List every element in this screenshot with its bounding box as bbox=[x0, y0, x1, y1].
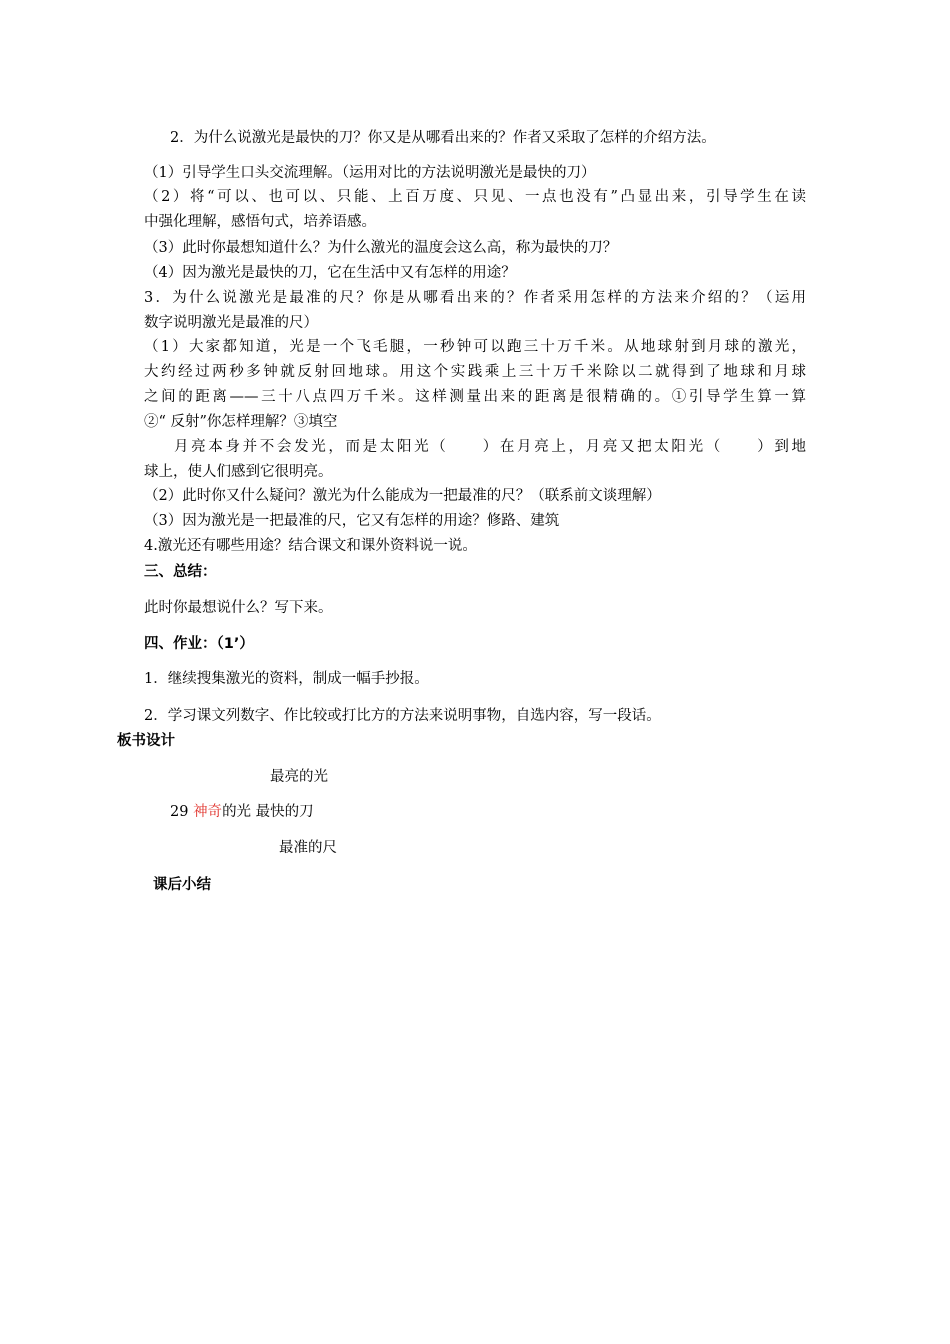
question-2-point-4: （4）因为激光是最快的刀，它在生活中又有怎样的用途？ bbox=[144, 265, 516, 281]
question-3-point-1-line3: 之间的距离——三十八点四万千米。这样测量出来的距离是很精确的。①引导学生算一算 bbox=[144, 389, 806, 405]
question-3-point-2: （2）此时你又什么疑问？激光为什么能成为一把最准的尺？（联系前文谈理解） bbox=[144, 488, 661, 504]
board-line-fastest-knife: 最快的刀 bbox=[255, 804, 314, 820]
question-4: 4.激光还有哪些用途？结合课文和课外资料说一说。 bbox=[144, 538, 477, 554]
question-3-point-1-line2: 大约经过两秒多钟就反射回地球。用这个实践乘上三十万千米除以二就得到了地球和月球 bbox=[144, 364, 806, 380]
homework-heading: 四、作业：（1’） bbox=[144, 636, 254, 652]
fill-blank-line2: 球上，使人们感到它很明亮。 bbox=[144, 464, 333, 480]
summary-heading: 三、总结： bbox=[144, 564, 217, 580]
question-3-point-1-line4: ②“ 反射”你怎样理解？③填空 bbox=[144, 414, 338, 430]
question-2-point-2-line2: 中强化理解，感悟句式，培养语感。 bbox=[144, 214, 376, 230]
homework-item-1: 1．继续搜集激光的资料，制成一幅手抄报。 bbox=[144, 671, 429, 687]
question-2-point-2-line1: （2）将“可以、也可以、只能、上百万度、只见、一点也没有”凸显出来，引导学生在读 bbox=[144, 189, 806, 205]
question-2-point-3: （3）此时你最想知道什么？为什么激光的温度会这么高，称为最快的刀？ bbox=[144, 240, 618, 256]
board-title-row bbox=[170, 802, 314, 822]
board-line-brightest-light: 最亮的光 bbox=[270, 769, 328, 785]
summary-text: 此时你最想说什么？写下来。 bbox=[144, 600, 333, 616]
question-2-point-1: （1）引导学生口头交流理解。（运用对比的方法说明激光是最快的刀） bbox=[144, 165, 596, 181]
homework-item-2: 2．学习课文列数字、作比较或打比方的方法来说明事物，自选内容，写一段话。 bbox=[144, 708, 661, 724]
board-line-most-accurate-ruler: 最准的尺 bbox=[279, 840, 337, 856]
question-3-point-3: （3）因为激光是一把最准的尺，它又有怎样的用途？修路、建筑 bbox=[144, 513, 560, 529]
question-3-line2: 数字说明激光是最准的尺） bbox=[144, 315, 318, 331]
question-2: 2．为什么说激光是最快的刀？你又是从哪看出来的？作者又采取了怎样的介绍方法。 bbox=[170, 130, 716, 146]
board-design-heading: 板书设计 bbox=[117, 733, 175, 749]
lesson-title-rest: 的光 bbox=[222, 804, 252, 820]
after-class-summary-heading: 课后小结 bbox=[153, 877, 211, 893]
fill-blank-line1: 月亮本身并不会发光，而是太阳光（ ）在月亮上，月亮又把太阳光（ ）到地 bbox=[174, 439, 806, 455]
question-3-point-1-line1: （1）大家都知道，光是一个飞毛腿，一秒钟可以跑三十万千米。从地球射到月球的激光， bbox=[144, 339, 806, 355]
lesson-title-highlight: 神奇 bbox=[193, 804, 223, 820]
lesson-number: 29 bbox=[170, 804, 189, 820]
question-3-line1: 3．为什么说激光是最准的尺？你是从哪看出来的？作者采用怎样的方法来介绍的？（运用 bbox=[144, 290, 806, 306]
